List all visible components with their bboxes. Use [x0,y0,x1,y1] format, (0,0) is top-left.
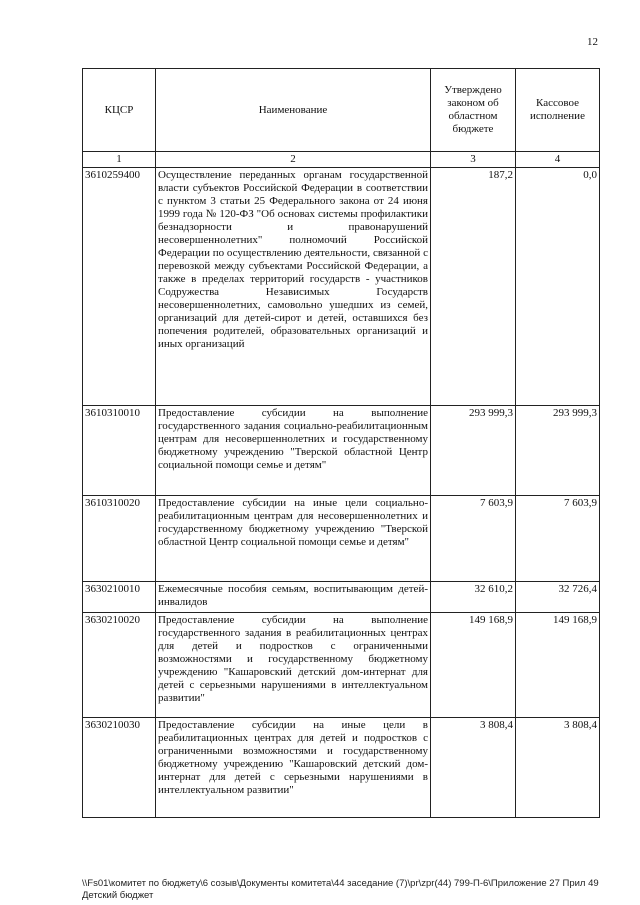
row-name: Предоставление субсидии на иные цели в реабилитационных центрах для детей и подростков с ограниченными возможностями и государственному бюджетному учреждению "Кашаровский детский дом-интернат для детей с серьезными нарушениями в интеллектуальном развитии" [156,718,431,818]
header-code: КЦСР [83,69,156,152]
table-row [83,496,600,582]
row-cash: 7 603,9 [516,496,600,582]
table-row [83,718,600,818]
row-cash: 293 999,3 [516,406,600,496]
row-cash: 32 726,4 [516,582,600,613]
page-number: 12 [587,36,598,48]
table-row [83,613,600,718]
row-name: Предоставление субсидии на иные цели социально-реабилитационным центрам для несовершеннолетних и государственному бюджетному учреждению "Тверской областной Центр социальной помощи семье и детям" [156,496,431,582]
column-number-row [83,152,600,168]
row-code: 3630210020 [83,613,156,718]
row-cash: 149 168,9 [516,613,600,718]
column-number: 1 [83,152,156,168]
row-code: 3610310020 [83,496,156,582]
row-cash: 0,0 [516,168,600,406]
row-name: Осуществление переданных органам государственной власти субъектов Российской Федерации в соответствии с пунктом 3 статьи 25 Федерального закона от 24 июня 1999 года № 120-ФЗ "Об основах системы профилактики безнадзорности и правонарушений несовершеннолетних" полномочий Российской Федерации по осуществлению деятельности, связанной с перевозкой между субъектами Российской Федерации, а также в пределах территорий государств - участников Содружества Независимых Государств несовершеннолетних, самовольно ушедших из семей, организаций для детей-сирот и детей, оставшихся без попечения родителей, образовательных организаций и иных организаций [156,168,431,406]
row-code: 3610310010 [83,406,156,496]
row-approved: 293 999,3 [431,406,516,496]
row-approved: 3 808,4 [431,718,516,818]
row-code: 3630210010 [83,582,156,613]
row-approved: 149 168,9 [431,613,516,718]
row-name: Предоставление субсидии на выполнение государственного задания социально-реабилитационным центрам для несовершеннолетних и государственному бюджетному учреждению "Тверской областной Центр социальной помощи семье и детям" [156,406,431,496]
table-row [83,168,600,406]
file-path-footer: \\Fs01\комитет по бюджету\6 созыв\Документы комитета\44 заседание (7)\pr\zpr(44) 799-П-6\Приложение 27 Прил 49 Детский бюджет [82,878,599,901]
row-approved: 7 603,9 [431,496,516,582]
row-name: Предоставление субсидии на выполнение государственного задания в реабилитационных центрах для детей и подростков с ограниченными возможностями и государственному бюджетному учреждению "Кашаровский детский дом-интернат для детей с серьезными нарушениями в интеллектуальном развитии" [156,613,431,718]
row-code: 3610259400 [83,168,156,406]
row-code: 3630210030 [83,718,156,818]
row-approved: 32 610,2 [431,582,516,613]
row-cash: 3 808,4 [516,718,600,818]
table-row [83,406,600,496]
column-number: 3 [431,152,516,168]
row-name: Ежемесячные пособия семьям, воспитывающим детей-инвалидов [156,582,431,613]
row-approved: 187,2 [431,168,516,406]
header-name: Наименование [156,69,431,152]
table-row [83,582,600,613]
column-number: 4 [516,152,600,168]
header-cash: Кассовое исполнение [516,69,600,152]
budget-table [82,68,600,818]
column-number: 2 [156,152,431,168]
header-approved: Утверждено законом об областном бюджете [431,69,516,152]
